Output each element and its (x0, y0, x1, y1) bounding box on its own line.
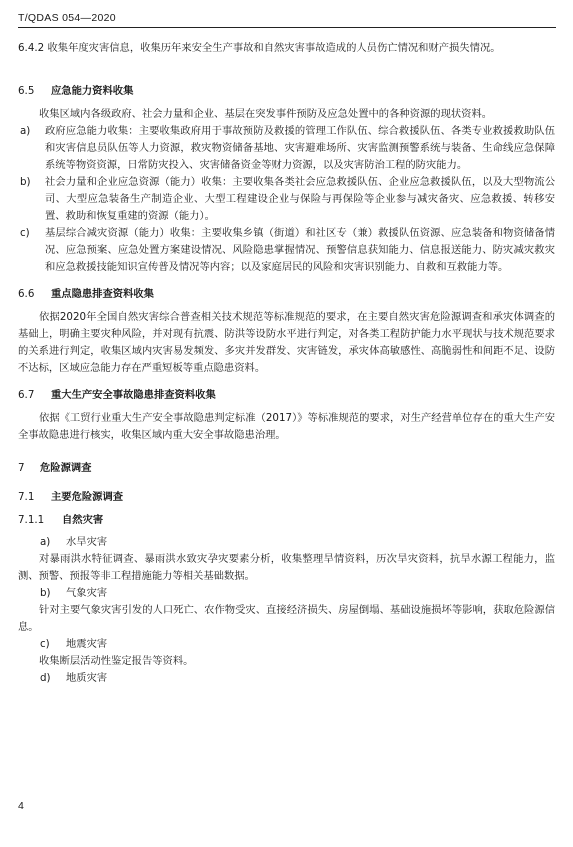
subitem-7-1-1-c (18, 636, 555, 653)
list-marker: d) (40, 672, 51, 684)
heading-title: 重大生产安全事故隐患排查资料收集 (51, 389, 216, 401)
list-marker: c) (40, 638, 50, 650)
subitem-7-1-1-a (18, 534, 555, 551)
list-marker: b) (20, 176, 31, 188)
heading-number: 7.1.1 (18, 514, 45, 526)
list-text: 气象灾害 (66, 587, 108, 599)
heading-7-1-1 (18, 512, 555, 529)
heading-6-7 (18, 387, 555, 404)
heading-number: 6.6 (18, 288, 35, 300)
paragraph-7-1-1-c: 收集断层活动性鉴定报告等资料。 (39, 655, 194, 667)
paragraph-6-7: 依据《工贸行业重大生产安全事故隐患判定标准（2017）》等标准规范的要求，对生产经营单位存在的重大生产安全事故隐患进行核实，收集区域内重大安全事故隐患治理。 (18, 412, 555, 441)
heading-6-6 (18, 286, 555, 303)
page-number: 4 (18, 800, 24, 812)
heading-number: 6.5 (18, 85, 35, 97)
list-marker: a) (20, 125, 31, 137)
document-body (18, 40, 555, 687)
list-text: 地震灾害 (66, 638, 108, 650)
standard-code: T/QDAS 054—2020 (18, 12, 116, 24)
heading-number: 7 (18, 462, 25, 474)
list-marker: c) (20, 227, 30, 239)
list-item-6-5-c (18, 225, 555, 276)
list-marker: a) (40, 536, 51, 548)
heading-7-1 (18, 489, 555, 506)
paragraph-7-1-1-b: 针对主要气象灾害引发的人口死亡、农作物受灾、直接经济损失、房屋倒塌、基础设施损坏等影响，获取危险源信息。 (18, 604, 555, 633)
heading-title: 应急能力资料收集 (51, 85, 134, 97)
paragraph-6-6: 依据2020年全国自然灾害综合普查相关技术规范等标准规范的要求，在主要自然灾害危险源调查和承灾体调查的基础上，明确主要灾种风险，并对现有抗震、防洪等设防水平进行判定，对各类工程防护能力水平现状与技术规范要求的关系进行判定，收集区域内灾害易发频发、多灾并发群发、灾害链发，承灾体高敏感性、高脆弱性和间距不足、设防不达标，区域应急能力存在严重短板等重点隐患资料。 (18, 311, 555, 374)
heading-number: 6.7 (18, 389, 35, 401)
paragraph-6-5: 收集区域内各级政府、社会力量和企业、基层在突发事件预防及应急处置中的各种资源的现状资料。 (39, 108, 493, 120)
heading-6-5 (18, 83, 555, 100)
list-text: 社会力量和企业应急资源（能力）收集：主要收集各类社会应急救援队伍、企业应急救援队伍，以及大型物流公司、大型应急装备生产制造企业、大型工程建设企业与保险与再保险等企业参与减灾备灾、应急救援、转移安置、救助和恢复重建的资源（能力）。 (45, 176, 555, 222)
list-item-6-5-a (18, 123, 555, 174)
list-text: 基层综合减灾资源（能力）收集：主要收集乡镇（街道）和社区专（兼）救援队伍资源、应急装备和物资储备情况、应急预案、应急处置方案建设情况、风险隐患掌握情况、预警信息获知能力、信息报送能力、防灾减灾救灾和应急救援技能知识宣传普及情况等内容；以及家庭居民的风险和灾害识别能力、自救和互救能力等。 (45, 227, 555, 273)
heading-number: 7.1 (18, 491, 35, 503)
heading-7 (18, 460, 555, 477)
list-text: 水旱灾害 (66, 536, 108, 548)
subitem-7-1-1-d (18, 670, 555, 687)
heading-title: 主要危险源调查 (51, 491, 124, 503)
subitem-7-1-1-b (18, 585, 555, 602)
heading-title: 自然灾害 (62, 514, 104, 526)
header-divider (18, 27, 556, 28)
heading-title: 重点隐患排查资料收集 (51, 288, 154, 300)
list-text: 地质灾害 (66, 672, 108, 684)
list-item-6-5-b (18, 174, 555, 225)
list-marker: b) (40, 587, 51, 599)
list-text: 政府应急能力收集：主要收集政府用于事故预防及救援的管理工作队伍、综合救援队伍、各类专业救援救助队伍和灾害信息员队伍等人力资源，救灾物资储备基地、灾害避难场所、灾害监测预警系统与装备、生命线应急保障系统等物资资源，日常防灾投入、灾害储备资金等财力资源，以及灾害防治工程的防灾能力。 (45, 125, 555, 171)
paragraph-7-1-1-a: 对暴雨洪水特征调查、暴雨洪水致灾孕灾要素分析，收集整理旱情资料，历次旱灾资料，抗旱水源工程能力，监测、预警、预报等非工程措施能力等相关基础数据。 (18, 553, 555, 582)
heading-title: 危险源调查 (40, 462, 92, 474)
clause-6-4-2: 6.4.2 收集年度灾害信息，收集历年来安全生产事故和自然灾害事故造成的人员伤亡情况和财产损失情况。 (18, 42, 501, 54)
